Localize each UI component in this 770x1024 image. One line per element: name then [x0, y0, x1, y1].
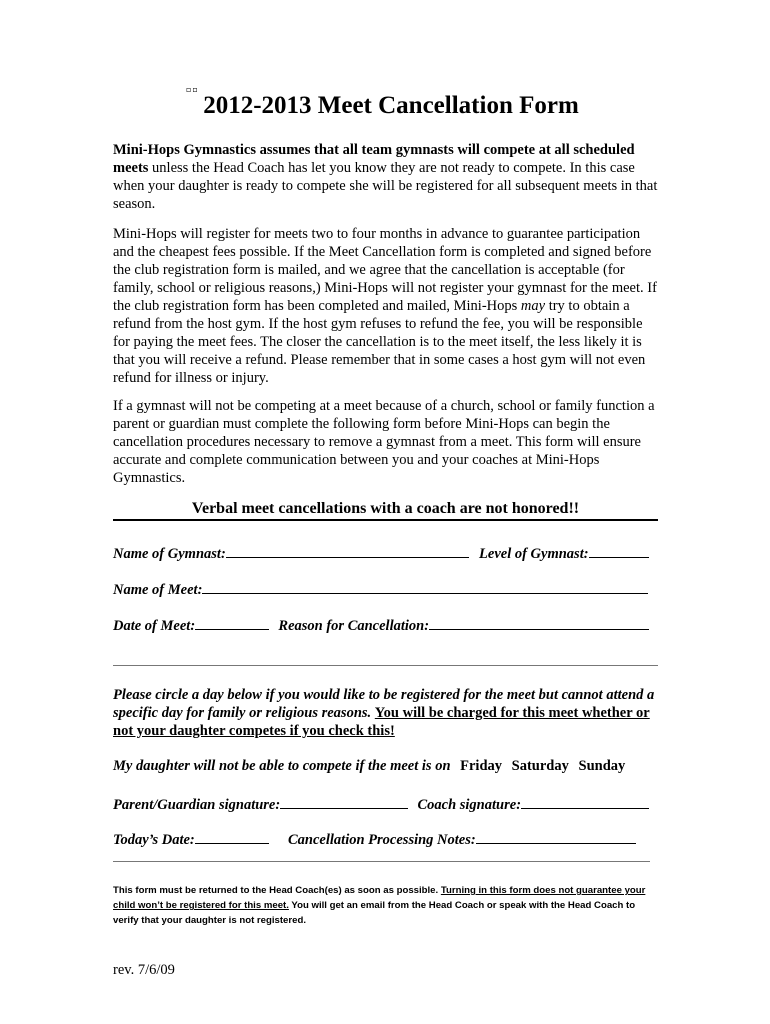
intro-bold: Mini-Hops Gymnastics assumes that all team gymnasts will compete at all scheduled meets: [113, 142, 635, 176]
colon: :: [424, 618, 430, 634]
notes-extra-line[interactable]: [113, 861, 650, 862]
processing-notes-input[interactable]: [476, 829, 636, 844]
meet-row: [113, 579, 658, 599]
signature-row: [113, 794, 658, 814]
policy-italic-may: may: [520, 298, 546, 314]
processing-notes-label: Cancellation Processing Notes: [288, 832, 471, 848]
section-divider: [113, 519, 658, 521]
intro-paragraph: [113, 141, 658, 213]
colon: :: [220, 546, 226, 562]
intro-rest: unless the Head Coach has let you know they are not ready to compete. In this case when your daughter is ready to compete she will be registered for all subsequent meets in that season.: [113, 160, 658, 212]
days-row: [113, 758, 658, 775]
date-of-meet-label: Date of Meet: [113, 618, 191, 634]
procedure-paragraph: If a gymnast will not be competing at a meet because of a church, school or family function a parent or guardian must complete the following form before Mini-Hops can begin the cancellation procedures necessary to remove a gymnast from a meet. This form will ensure accurate and complete communication between you and your coaches at Mini-Hops Gymnastics.: [113, 398, 655, 486]
name-of-meet-label: Name of Meet: [113, 582, 198, 598]
reason-extra-line[interactable]: [113, 665, 658, 666]
day-saturday[interactable]: Saturday: [511, 758, 569, 774]
colon: :: [197, 582, 203, 598]
todays-date-input[interactable]: [195, 829, 269, 844]
circle-day-note: [113, 686, 658, 740]
circle-note-italic: Please circle a day below if you would like to be registered for the meet but cannot attend a specific day for family or religious reasons.: [113, 687, 655, 721]
policy-text-after: try to obtain a refund from the host gym. If the host gym refuses to refund the fee, you will be responsible for paying the meet fees. The closer the cancellation is to the meet itself, the less likely it is that you will receive a refund. Please remember that in some cases a host gym will not even refund for illness or injury.: [113, 298, 646, 386]
name-of-gymnast-input[interactable]: [226, 543, 469, 558]
coach-signature-input[interactable]: [521, 794, 649, 809]
colon: :: [189, 832, 195, 848]
form-title: 2012-2013 Meet Cancellation Form: [203, 92, 579, 119]
footer-note-tail: You will get an email from the Head Coach or speak with the Head Coach to verify that your daughter is not registered.: [113, 900, 636, 926]
name-of-meet-input[interactable]: [202, 579, 648, 594]
footer-note: [113, 883, 658, 928]
day-friday[interactable]: Friday: [460, 758, 503, 774]
days-prefix: My daughter will not be able to compete if the meet is on: [113, 758, 451, 774]
revision-date: rev. 7/6/09: [113, 962, 175, 978]
colon: :: [583, 546, 589, 562]
colon: :: [190, 618, 196, 634]
circle-note-underlined: You will be charged for this meet whether or not your daughter competes if you check this!: [113, 705, 650, 739]
header-marker: ▫▫: [186, 85, 199, 94]
date-reason-row: [113, 615, 658, 635]
footer-note-underlined: Turning in this form does not guarantee your child won’t be registered for this meet.: [113, 885, 646, 911]
level-of-gymnast-label: Level of Gymnast: [479, 546, 584, 562]
colon: :: [275, 797, 281, 813]
date-notes-row: [113, 829, 658, 849]
day-sunday[interactable]: Sunday: [578, 758, 626, 774]
todays-date-label: Today’s Date: [113, 832, 190, 848]
colon: :: [470, 832, 476, 848]
reason-input[interactable]: [429, 615, 649, 630]
level-of-gymnast-input[interactable]: [589, 543, 649, 558]
policy-text-before: Mini-Hops will register for meets two to four months in advance to guarantee participation and the cheapest fees possible. If the Meet Cancellation form is completed and signed before the club registration form is mailed, and we agree that the cancellation is acceptable (for family, school or religious reasons,) Mini-Hops will not register your gymnast for the meet. If the club registration form has been completed and mailed, Mini-Hops: [113, 226, 657, 314]
date-of-meet-input[interactable]: [195, 615, 269, 630]
coach-signature-label: Coach signature: [417, 797, 517, 813]
gymnast-row: [113, 543, 658, 563]
name-of-gymnast-label: Name of Gymnast: [113, 546, 221, 562]
footer-note-plain: This form must be returned to the Head Coach(es) as soon as possible.: [113, 885, 441, 896]
colon: :: [516, 797, 522, 813]
parent-signature-input[interactable]: [280, 794, 408, 809]
policy-paragraph: [113, 225, 658, 387]
reason-label: Reason for Cancellation: [278, 618, 425, 634]
verbal-warning: Verbal meet cancellations with a coach are not honored!!: [191, 500, 580, 517]
parent-signature-label: Parent/Guardian signature: [113, 797, 276, 813]
